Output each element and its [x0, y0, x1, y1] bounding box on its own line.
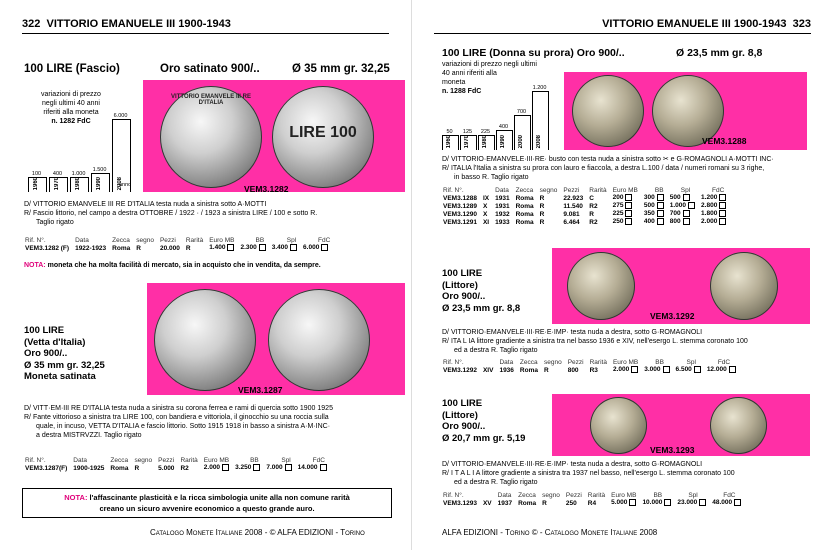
left-page-number: 322 — [22, 18, 41, 30]
table-row: VEM3.1292 XIV 1936 Roma R 800 R3 2.000 3.000 6.500 12.000 — [440, 366, 739, 374]
chart-category-label: 1960 — [445, 134, 452, 148]
chart-value-label: 6.000 — [113, 113, 128, 119]
l1-title: 100 LIRE (Fascio) — [24, 63, 120, 75]
left-header-title: VITTORIO EMANUELE III 1900-1943 — [46, 18, 231, 30]
l1-specs: Ø 35 mm gr. 32,25 — [292, 63, 390, 75]
chart-value-label: 700 — [516, 109, 527, 115]
l1-coin-obverse: VITTORIO EMANVELE III RE D'ITALIA — [160, 86, 262, 188]
right-footer: ALFA EDIZIONI - Torino © - Catalogo Monete Italiane 2008 — [442, 528, 658, 537]
l2-note-box: NOTA: l'affascinante plasticità e la ricca simbologia unite alla non comune rarità creano un sicuro avvenire economico a questo grande auro. — [22, 488, 392, 518]
r1-specs: Ø 23,5 mm gr. 8,8 — [676, 47, 763, 59]
table-row: VEM3.1282 (F) 1922-1923 Roma R 20.000 R 1.400 2.300 3.400 6.000 — [22, 244, 333, 252]
table-header: Rif. N°. Data Zecca segno Pezzi Rarità Euro MB BB Spl FdC — [443, 358, 731, 366]
left-page — [0, 0, 411, 550]
r3-price-table — [440, 491, 744, 507]
table-row: VEM3.1290 X 1932 Roma R 9.081 R 225 350 700 1.800 — [440, 210, 729, 218]
right-page-number: 323 — [792, 18, 811, 30]
right-page — [412, 0, 825, 550]
r2-description: D/ VITTORIO·EMANVELE·III·RE·E·IMP· testa nuda a destra, sotto G·ROMAGNOLI R/ ITA L IA littore gradiente a sinistra tra nel basso 1936 e XIV, nell'esergo L. stemma coronato 100 ed a destra R. Taglio rigato — [442, 329, 748, 354]
r3-code: VEM3.1293 — [650, 445, 695, 455]
l2-title: 100 LIRE (Vetta d'Italia) Oro 900/.. Ø 35 mm gr. 32,25 Moneta satinata — [24, 325, 105, 382]
chart-category-label: 1990 — [95, 176, 102, 190]
chart-value-label: 1.200 — [532, 85, 547, 91]
l1-code: VEM3.1282 — [244, 184, 289, 194]
r1-price-table — [440, 186, 729, 226]
table-row: VEM3.1288 IX 1931 Roma R 22.923 C 200 300 500 1.200 — [440, 194, 729, 202]
table-row: VEM3.1289 X 1931 Roma R 11.540 R2 275 500 1.000 2.800 — [440, 202, 729, 210]
r1-chart-caption: variazioni di prezzo negli ultimi 40 anni riferiti alla moneta n. 1288 FdC — [442, 61, 537, 95]
r1-code: VEM3.1288 — [702, 136, 747, 146]
chart-category-label: 1970 — [53, 176, 60, 190]
r2-coin-reverse — [710, 252, 778, 320]
l1-coin-reverse: LIRE 100 — [272, 86, 374, 188]
r2-coin-obverse — [567, 252, 635, 320]
l1-note: NOTA: moneta che ha molta facilità di mercato, sia in acquisto che in vendita, da sempre. — [24, 262, 321, 269]
chart-category-label: 1980 — [74, 176, 81, 190]
l2-coin-reverse — [268, 289, 370, 391]
chart-value-label: 400 — [498, 124, 509, 130]
chart-value-label: 50 — [446, 129, 453, 135]
r2-price-table — [440, 358, 739, 374]
r3-coin-reverse — [710, 397, 767, 454]
r3-description: D/ VITTORIO·EMANVELE·III·RE·E·IMP· testa nuda a destra, sotto G·ROMAGNOLI R/ I T A L I A littore gradiente a sinistra tra 1937 nel basso, nell'esergo L. stemma coronato 100 ed a destra R. Taglio rigato — [442, 461, 735, 486]
chart-category-label: 2008 — [116, 176, 123, 190]
l1-description: D/ VITTORIO EMANVELE III RE D'ITALIA testa nuda a sinistra sotto A·MOTTI R/ Fascio littorio, nel campo a destra OTTOBRE / 1922 · / 1923 a sinistra LIRE / 100 e sotto R. Taglio rigato — [24, 201, 318, 226]
r1-coin-obverse — [572, 75, 644, 147]
chart-category-label: 2008 — [535, 134, 542, 148]
r2-code: VEM3.1292 — [650, 311, 695, 321]
chart-value-label: 125 — [462, 129, 473, 135]
r1-title: 100 LIRE (Donna su prora) Oro 900/.. — [442, 47, 625, 59]
table-row: VEM3.1291 XI 1933 Roma R 6.464 R2 250 400 800 2.000 — [440, 218, 729, 226]
l1-chart-caption: variazioni di prezzo negli ultimi 40 anni riferiti alla moneta n. 1282 FdC — [41, 91, 101, 125]
l2-price-table — [22, 456, 330, 472]
table-row: VEM3.1293 XV 1937 Roma R 250 R4 5.000 10.000 23.000 48.000 — [440, 499, 744, 507]
right-header-rule — [434, 33, 811, 34]
r3-title: 100 LIRE (Littore) Oro 900/.. Ø 20,7 mm gr. 5,19 — [442, 398, 526, 444]
chart-category-label: 1970 — [463, 134, 470, 148]
r3-coin-obverse — [590, 397, 647, 454]
l2-coin-obverse — [154, 289, 256, 391]
left-header — [22, 18, 231, 30]
right-header — [602, 18, 811, 30]
chart-value-label: 100 — [31, 171, 42, 177]
chart-category-label: 1990 — [499, 134, 506, 148]
chart-category-label: 2000 — [517, 134, 524, 148]
chart-value-label: 1.000 — [71, 171, 86, 177]
l1-price-table — [22, 236, 333, 252]
table-row: VEM3.1287(F) 1900-1925 Roma R 5.000 R2 2.000 3.250 7.000 14.000 — [22, 464, 330, 472]
chart-value-label: 1.500 — [92, 167, 107, 173]
left-footer: Catalogo Monete Italiane 2008 - © ALFA EDIZIONI - Torino — [150, 528, 365, 537]
right-header-title: VITTORIO EMANUELE III 1900-1943 — [602, 18, 787, 30]
table-header: Rif. N°. Data Zecca segno Pezzi Rarità Euro MB BB Spl FdC — [443, 491, 736, 499]
l1-price-chart — [28, 92, 138, 192]
r2-title: 100 LIRE (Littore) Oro 900/.. Ø 23,5 mm gr. 8,8 — [442, 268, 521, 314]
l1-chart-anno: anno — [119, 182, 132, 188]
chart-category-label: 1960 — [32, 176, 39, 190]
left-header-rule — [22, 33, 389, 34]
r1-description: D/ VITTORIO·EMANVELE·III·RE· busto con testa nuda a sinistra sotto ✂ e G·ROMAGNOLI A·MOTTI INC· R/ ITALIA l'Italia a sinistra su prora con lauro e fiaccola, a destra L.100 / data / numeri romani su 3 righe, in basso R. Taglio rigato — [442, 156, 774, 181]
l2-description: D/ VITT·EM·III RE D'ITALIA testa nuda a sinistra su corona ferrea e rami di quercia sotto 1900 1925 R/ Fante vittorioso a sinistra tra LIRE 100, con bandiera e vittoriola, il ginocchio su una roccia sulla quale, in incuso, VETTA D'ITALIA e fascio littorio. Sotto 1915 1918 in basso a sinistra A·M·INC· a destra MISTRVZZI. Taglio rigato — [24, 405, 333, 439]
chart-value-label: 400 — [52, 171, 63, 177]
table-header: Rif. N°. Data Zecca segno Pezzi Rarità Euro MB BB Spl FdC — [25, 456, 325, 464]
l1-metal: Oro satinato 900/.. — [160, 63, 260, 75]
l2-code: VEM3.1287 — [238, 385, 283, 395]
chart-category-label: 1980 — [481, 134, 488, 148]
table-header: Rif. N°. Data Zecca segno Pezzi Rarità Euro MB BB Spl FdC — [25, 236, 331, 244]
table-header: Rif. N°. Data Zecca segno Pezzi Rarità Euro MB BB Spl FdC — [443, 186, 725, 194]
chart-value-label: 225 — [480, 129, 491, 135]
r1-price-chart — [442, 70, 560, 150]
